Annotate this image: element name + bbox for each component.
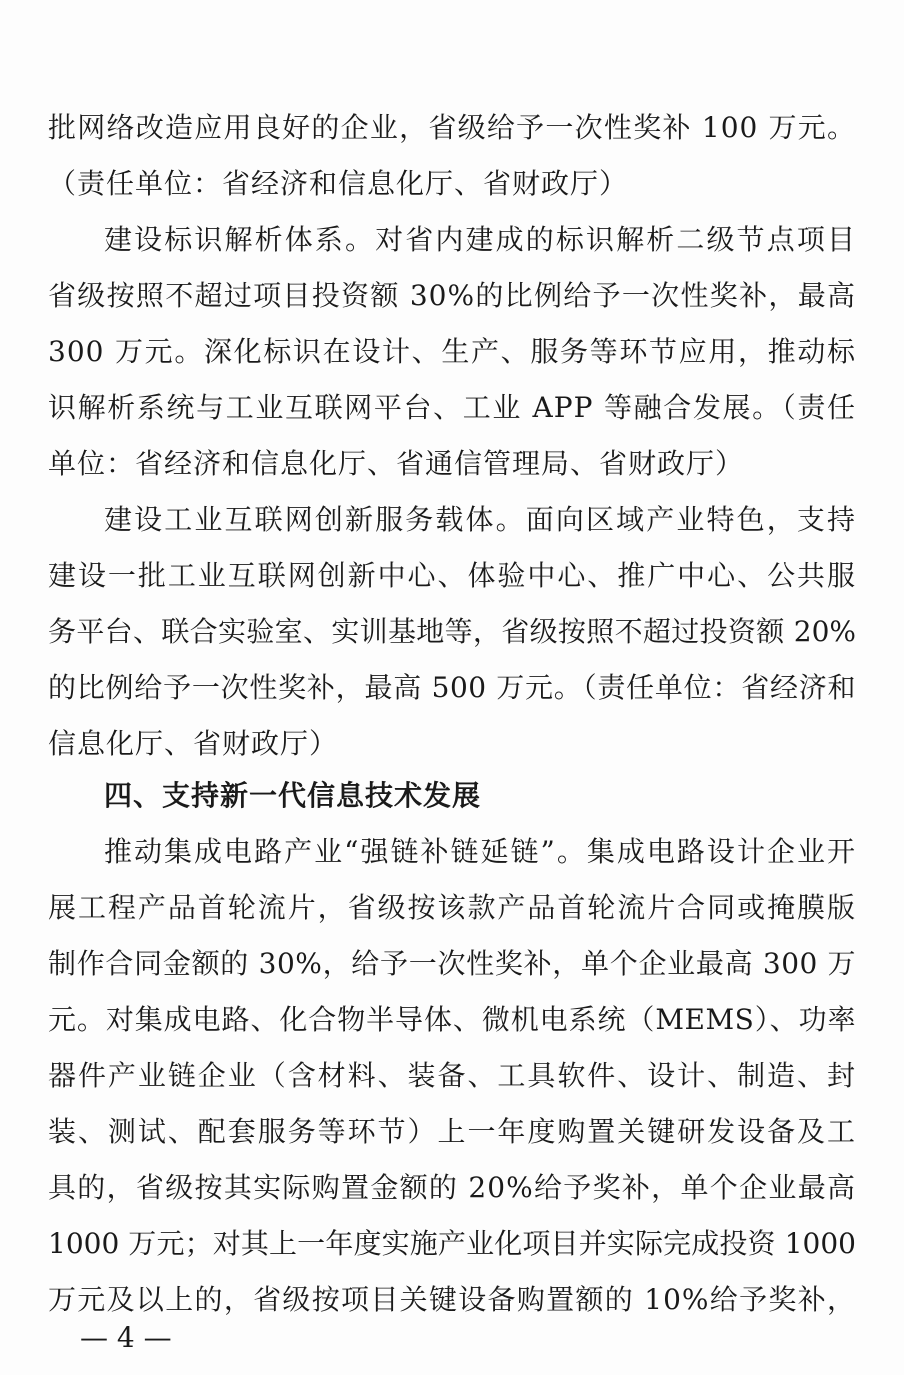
text-line-18: 器件产业链企业（含材料、装备、工具软件、设计、制造、封	[48, 1059, 856, 1092]
text-line-1: 批网络改造应用良好的企业，省级给予一次性奖补 100 万元。	[48, 111, 856, 144]
text-line-12: 信息化厅、省财政厅）	[48, 727, 339, 760]
text-line-10: 务平台、联合实验室、实训基地等，省级按照不超过投资额 20%	[48, 615, 856, 648]
text-line-21: 1000 万元；对其上一年度实施产业化项目并实际完成投资 1000	[48, 1227, 856, 1260]
page-number: — 4 —	[80, 1321, 172, 1354]
text-line-19: 装、测试、配套服务等环节）上一年度购置关键研发设备及工	[48, 1115, 856, 1148]
text-line-11: 的比例给予一次性奖补，最高 500 万元。（责任单位：省经济和	[48, 671, 856, 704]
text-line-14: 推动集成电路产业“强链补链延链”。集成电路设计企业开	[104, 835, 856, 868]
text-line-22: 万元及以上的，省级按项目关键设备购置额的 10%给予奖补，	[48, 1283, 856, 1316]
text-line-16: 制作合同金额的 30%，给予一次性奖补，单个企业最高 300 万	[48, 947, 856, 980]
text-line-6: 识解析系统与工业互联网平台、工业 APP 等融合发展。（责任	[48, 391, 856, 424]
text-line-20: 具的，省级按其实际购置金额的 20%给予奖补，单个企业最高	[48, 1171, 856, 1204]
text-line-5: 300 万元。深化标识在设计、生产、服务等环节应用，推动标	[48, 335, 856, 368]
text-line-4: 省级按照不超过项目投资额 30%的比例给予一次性奖补，最高	[48, 279, 856, 312]
text-line-3: 建设标识解析体系。对省内建成的标识解析二级节点项目	[104, 223, 856, 256]
text-line-8: 建设工业互联网创新服务载体。面向区域产业特色，支持	[104, 503, 856, 536]
text-line-15: 展工程产品首轮流片，省级按该款产品首轮流片合同或掩膜版	[48, 891, 856, 924]
text-line-2: （责任单位：省经济和信息化厅、省财政厅）	[48, 167, 629, 200]
text-line-9: 建设一批工业互联网创新中心、体验中心、推广中心、公共服	[48, 559, 856, 592]
section-heading: 四、支持新一代信息技术发展	[104, 779, 482, 812]
text-line-17: 元。对集成电路、化合物半导体、微机电系统（MEMS）、功率	[48, 1003, 856, 1036]
text-line-7: 单位：省经济和信息化厅、省通信管理局、省财政厅）	[48, 447, 745, 480]
